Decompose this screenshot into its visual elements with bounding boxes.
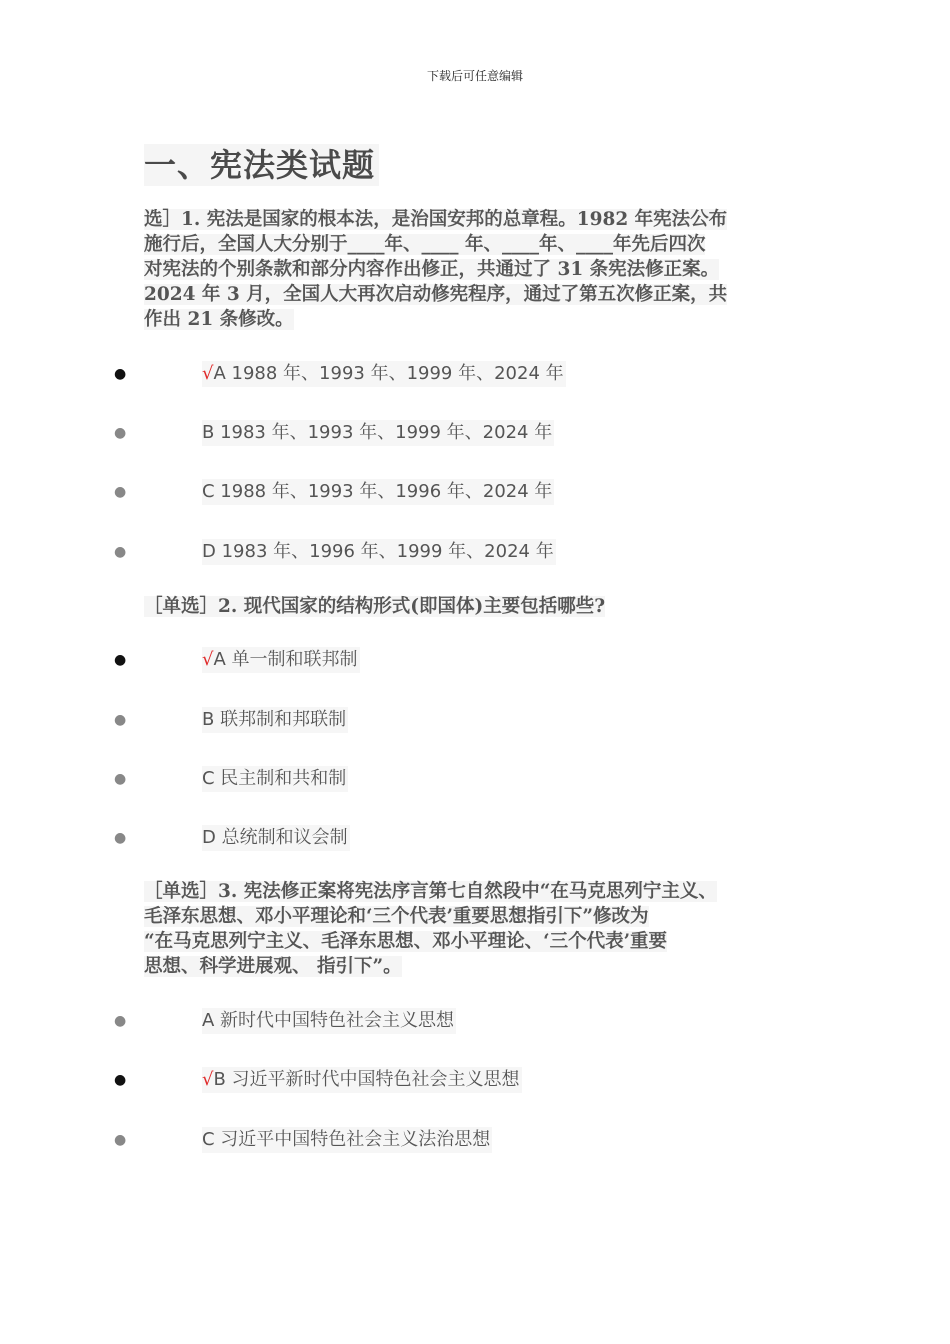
bullet-icon: ● [114, 830, 127, 846]
q2-option-a[interactable] [110, 647, 810, 673]
q2-option-d[interactable] [110, 825, 810, 851]
q2-option-b[interactable] [110, 707, 810, 733]
bullet-icon: ● [114, 544, 127, 560]
option-label: C 民主制和共和制 [202, 768, 347, 789]
q1-option-c[interactable] [110, 479, 810, 505]
bullet-icon: ● [114, 652, 127, 668]
question-line: 施行后，全国人大分别于____年、____ 年、____年、____年先后四次 [144, 234, 706, 255]
bullet-icon: ● [114, 1072, 127, 1088]
bullet-icon: ● [114, 771, 127, 787]
question-line: ［单选］2. 现代国家的结构形式(即国体)主要包括哪些? [144, 596, 606, 617]
q1-option-a[interactable] [110, 361, 810, 387]
q2-option-c[interactable] [110, 766, 810, 792]
question-line: 2024 年 3 月，全国人大再次启动修宪程序，通过了第五次修正案，共 [144, 284, 728, 305]
option-label: B 习近平新时代中国特色社会主义思想 [213, 1069, 520, 1090]
question-2 [144, 594, 816, 619]
check-mark-icon: √ [202, 363, 214, 384]
check-mark-icon: √ [202, 1069, 214, 1090]
bullet-icon: ● [114, 1013, 127, 1029]
question-3 [144, 879, 816, 979]
question-1 [144, 207, 816, 332]
q3-option-b[interactable] [110, 1067, 810, 1093]
question-line: ［单选］3. 宪法修正案将宪法序言第七自然段中“在马克思列宁主义、 [144, 881, 717, 902]
q1-option-b[interactable] [110, 420, 810, 446]
option-label: C 习近平中国特色社会主义法治思想 [202, 1129, 491, 1150]
option-label: C 1988 年、1993 年、1996 年、2024 年 [202, 481, 553, 502]
question-line: 思想、科学进展观、 指引下”。 [144, 956, 402, 977]
option-label: B 1983 年、1993 年、1999 年、2024 年 [202, 422, 553, 443]
bullet-icon: ● [114, 484, 127, 500]
header-note: 下载后可任意编辑 [426, 69, 523, 83]
q3-option-a[interactable] [110, 1008, 810, 1034]
option-label: A 单一制和联邦制 [213, 649, 358, 670]
bullet-icon: ● [114, 712, 127, 728]
option-label: D 总统制和议会制 [202, 827, 348, 848]
bullet-icon: ● [114, 425, 127, 441]
question-line: 对宪法的个别条款和部分内容作出修正，共通过了 31 条宪法修正案。 [144, 259, 720, 280]
section-title: 一、宪法类试题 [144, 144, 379, 186]
check-mark-icon: √ [202, 649, 214, 670]
question-line: 毛泽东思想、邓小平理论和‘三个代表’重要思想指引下”修改为 [144, 906, 649, 927]
question-line: 作出 21 条修改。 [144, 309, 294, 330]
option-label: A 新时代中国特色社会主义思想 [202, 1010, 455, 1031]
option-label: B 联邦制和邦联制 [202, 709, 347, 730]
bullet-icon: ● [114, 366, 127, 382]
option-label: D 1983 年、1996 年、1999 年、2024 年 [202, 541, 554, 562]
option-label: A 1988 年、1993 年、1999 年、2024 年 [213, 363, 564, 384]
question-line: 选］1. 宪法是国家的根本法，是治国安邦的总章程。1982 年宪法公布 [144, 209, 728, 230]
bullet-icon: ● [114, 1132, 127, 1148]
q3-option-c[interactable] [110, 1127, 810, 1153]
q1-option-d[interactable] [110, 539, 810, 565]
question-line: “在马克思列宁主义、毛泽东思想、邓小平理论、‘三个代表’重要 [144, 931, 668, 952]
